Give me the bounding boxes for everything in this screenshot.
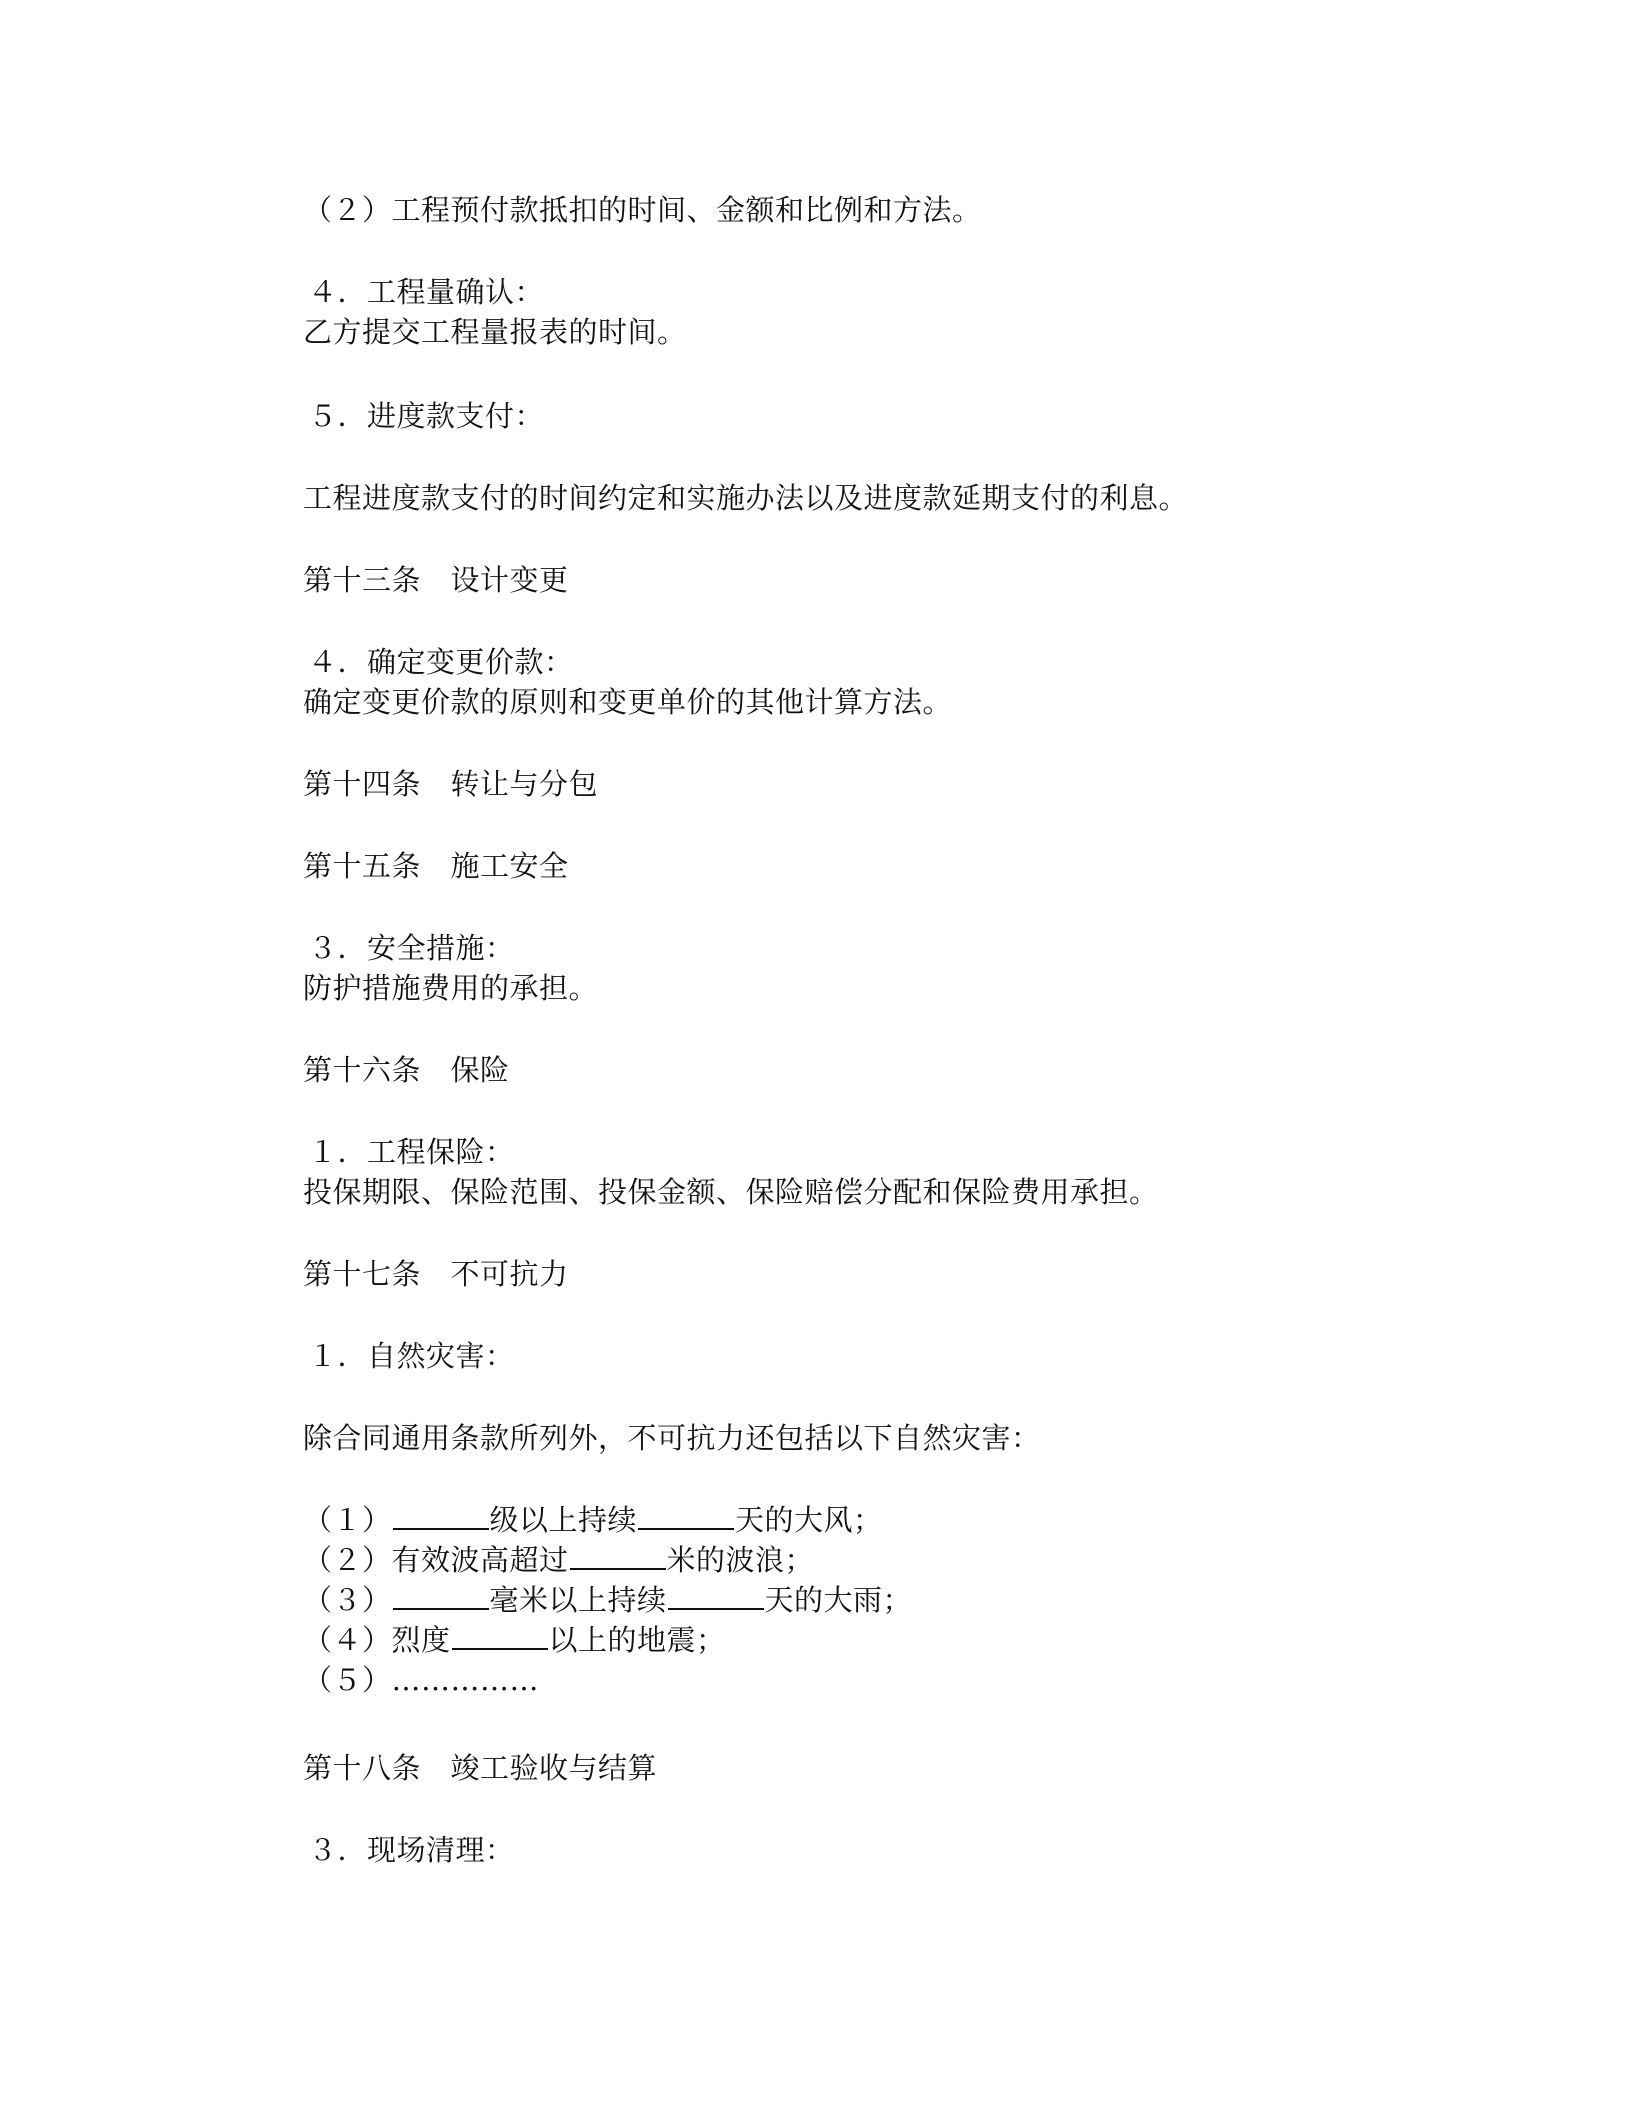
blank-field bbox=[668, 1580, 764, 1610]
subclause-heading-natural-disaster: １．自然灾害： bbox=[308, 1339, 515, 1373]
clause-text-safety-cost: 防护措施费用的承担。 bbox=[303, 971, 599, 1005]
list-item-text: 天的大雨； bbox=[764, 1583, 913, 1617]
blank-field bbox=[570, 1540, 666, 1570]
list-item-wind bbox=[303, 1500, 883, 1540]
subclause-heading-change-price: ４．确定变更价款： bbox=[308, 645, 574, 679]
list-item-text: 以上的地震； bbox=[548, 1623, 726, 1657]
list-item-label: （３） bbox=[303, 1583, 392, 1617]
list-item-text: 米的波浪； bbox=[666, 1543, 815, 1577]
clause-text-progress-payment: 工程进度款支付的时间约定和实施办法以及进度款延期支付的利息。 bbox=[303, 481, 1189, 515]
clause-text-change-price: 确定变更价款的原则和变更单价的其他计算方法。 bbox=[303, 685, 953, 719]
list-item-more: （５）…………… bbox=[303, 1663, 540, 1697]
blank-field bbox=[393, 1500, 489, 1530]
clause-text-insurance: 投保期限、保险范围、投保金额、保险赔偿分配和保险费用承担。 bbox=[303, 1175, 1159, 1209]
subclause-heading-insurance: １．工程保险： bbox=[308, 1135, 515, 1169]
subclause-heading-progress-payment: ５．进度款支付： bbox=[308, 399, 545, 433]
list-item-text: （４）烈度 bbox=[303, 1623, 451, 1657]
list-item-rain bbox=[303, 1580, 912, 1620]
article-heading-15: 第十五条 施工安全 bbox=[303, 849, 569, 883]
list-item-earthquake bbox=[303, 1620, 726, 1660]
article-heading-14: 第十四条 转让与分包 bbox=[303, 767, 599, 801]
article-heading-16: 第十六条 保险 bbox=[303, 1053, 510, 1087]
blank-field bbox=[393, 1580, 489, 1610]
list-item-text: 天的大风； bbox=[735, 1503, 883, 1537]
clause-text-natural-disaster: 除合同通用条款所列外，不可抗力还包括以下自然灾害： bbox=[303, 1421, 1041, 1455]
blank-field bbox=[452, 1620, 548, 1650]
list-item-text: 毫米以上持续 bbox=[489, 1583, 667, 1617]
list-item-text: 级以上持续 bbox=[489, 1503, 638, 1537]
clause-text-advance-deduction: （２）工程预付款抵扣的时间、金额和比例和方法。 bbox=[303, 193, 982, 227]
article-heading-13: 第十三条 设计变更 bbox=[303, 563, 569, 597]
blank-field bbox=[638, 1500, 734, 1530]
subclause-heading-quantity-confirmation: ４．工程量确认： bbox=[308, 275, 545, 309]
subclause-heading-site-cleanup: ３．现场清理： bbox=[308, 1833, 515, 1867]
subclause-heading-safety-measures: ３．安全措施： bbox=[308, 931, 515, 965]
list-item-text: （２）有效波高超过 bbox=[303, 1543, 569, 1577]
article-heading-17: 第十七条 不可抗力 bbox=[303, 1257, 569, 1291]
list-item-waves bbox=[303, 1540, 814, 1580]
list-item-label: （１） bbox=[303, 1503, 392, 1537]
clause-text-quantity-report: 乙方提交工程量报表的时间。 bbox=[303, 315, 687, 349]
article-heading-18: 第十八条 竣工验收与结算 bbox=[303, 1751, 658, 1785]
